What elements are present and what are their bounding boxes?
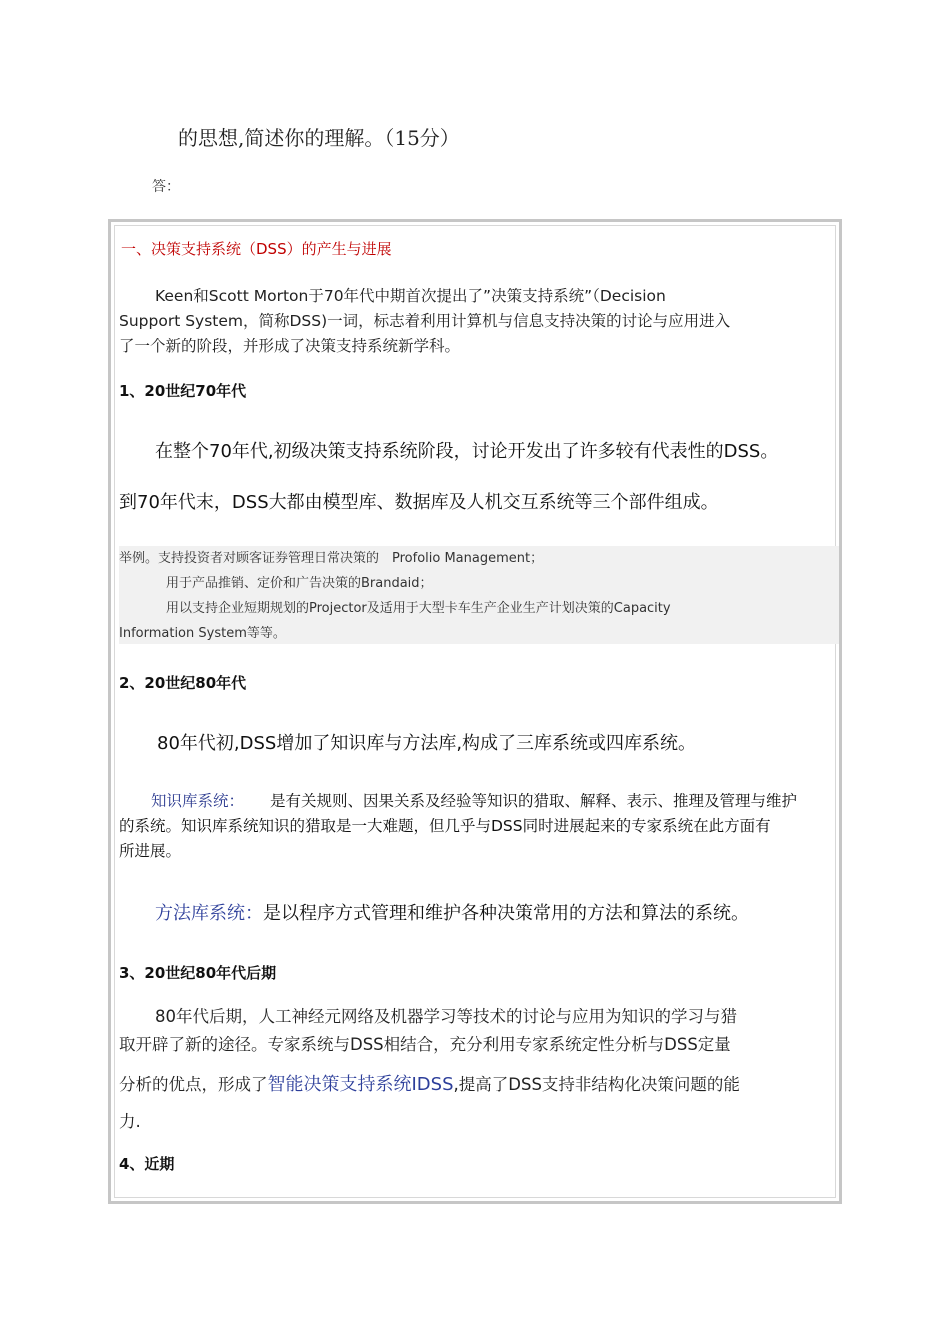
heading-recent: 4、近期 [119, 1155, 175, 1173]
kb-text-1: 是有关规则、因果关系及经验等知识的猎取、解释、表示、推理及管理与维护 [270, 792, 798, 810]
example-line-3: 用以支持企业短期规划的Projector及适用于大型卡车生产企业生产计划决策的Capacity [166, 601, 671, 616]
kb-paragraph [119, 789, 797, 864]
example-line-1: 举例。支持投资者对顾客证券管理日常决策的 Profolio Management； [119, 551, 544, 566]
answer-label: 答： [152, 179, 180, 195]
kb-text-3: 所进展。 [119, 842, 182, 860]
para-1980s-1: 80年代初,DSS增加了知识库与方法库,构成了三库系统或四库系统。 [157, 733, 697, 754]
mb-label: 方法库系统： [155, 903, 263, 924]
late-line-4: 力. [119, 1112, 141, 1131]
late-line-2: 取开辟了新的途径。专家系统与DSS相结合，充分利用专家系统定性分析与DSS定量 [119, 1035, 731, 1054]
late-line-3-pre: 分析的优点，形成了 [119, 1075, 268, 1094]
kb-text-2: 的系统。知识库系统知识的猎取是一大难题，但几乎与DSS同时进展起来的专家系统在此方面有 [119, 817, 771, 835]
intro-line-1: Keen和Scott Morton于70年代中期首次提出了”决策支持系统”（Decision [155, 287, 666, 305]
kb-line-1 [119, 789, 797, 814]
question-tail: 的思想,简述你的理解。（15分） [178, 126, 460, 150]
example-line-2: 用于产品推销、定价和广告决策的Brandaid； [166, 576, 433, 591]
kb-label: 知识库系统： [151, 792, 245, 810]
heading-1980s: 2、20世纪80年代 [119, 674, 247, 692]
answer-box [108, 219, 842, 1204]
mb-paragraph [155, 899, 749, 925]
mb-text: 是以程序方式管理和维护各种决策常用的方法和算法的系统。 [263, 903, 749, 924]
late-line-1: 80年代后期，人工神经元网络及机器学习等技术的讨论与应用为知识的学习与猎 [155, 1007, 737, 1026]
heading-1970s: 1、20世纪70年代 [119, 382, 247, 400]
late-line-3-post: ,提高了DSS支持非结构化决策问题的能 [453, 1075, 740, 1094]
intro-line-3: 了一个新的阶段，并形成了决策支持系统新学科。 [119, 337, 461, 355]
para-1970s-1: 在整个70年代,初级决策支持系统阶段，讨论开发出了许多较有代表性的DSS。 [155, 441, 779, 462]
idss-link-text: 智能决策支持系统IDSS [267, 1074, 454, 1095]
example-block [119, 546, 839, 644]
answer-box-inner [114, 225, 836, 1198]
para-1970s-2: 到70年代末，DSS大都由模型库、数据库及人机交互系统等三个部件组成。 [119, 492, 719, 513]
heading-late-1980s: 3、20世纪80年代后期 [119, 964, 277, 982]
late-1980s-paragraph [119, 1004, 740, 1140]
late-line-3 [119, 1066, 740, 1103]
example-line-4: Information System等等。 [119, 626, 286, 641]
section-title: 一、决策支持系统（DSS）的产生与进展 [121, 240, 392, 258]
intro-paragraph [119, 284, 730, 359]
intro-line-2: Support System，简称DSS)一词，标志着利用计算机与信息支持决策的讨论与应用进入 [119, 312, 731, 330]
